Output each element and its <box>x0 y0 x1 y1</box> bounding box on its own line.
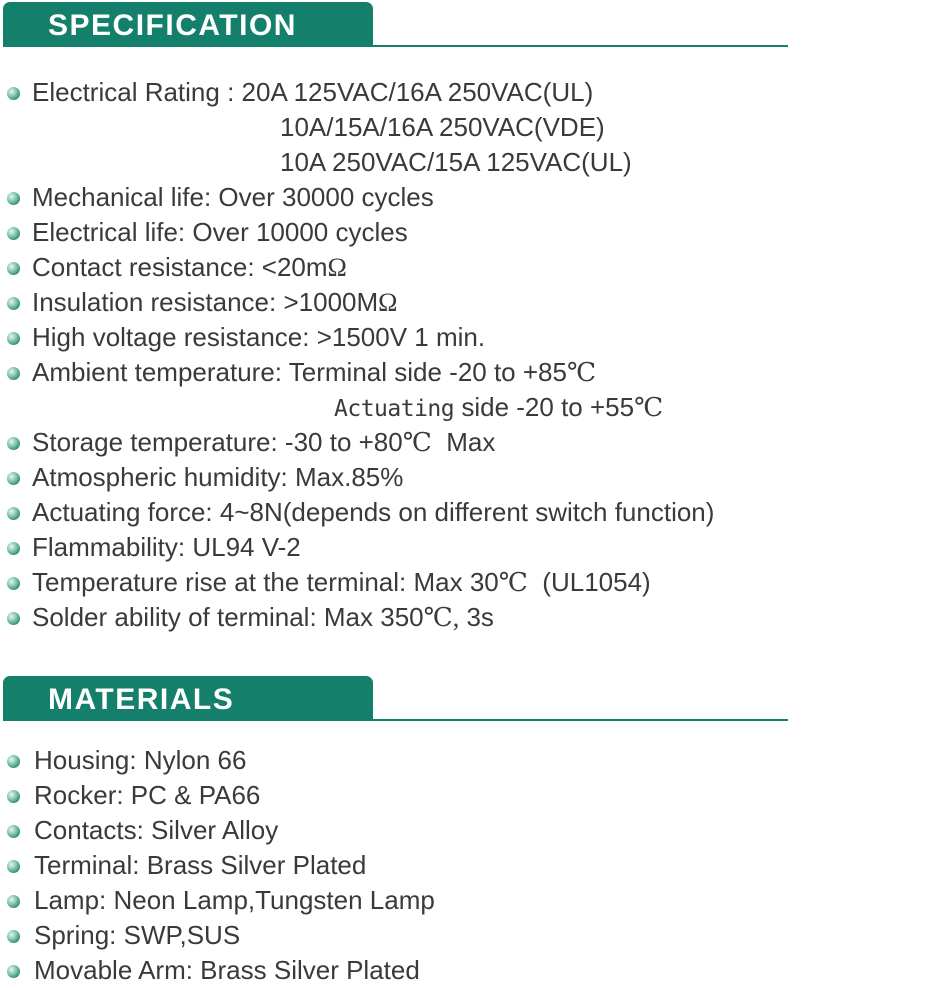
storage-temperature-suffix: Max <box>431 427 496 457</box>
electrical-rating-line2: 10A/15A/16A 250VAC(VDE) <box>280 112 605 142</box>
bullet-icon <box>7 965 20 978</box>
insulation-resistance-text: Insulation resistance: >1000M <box>32 287 379 317</box>
bullet-icon <box>7 472 20 485</box>
storage-temperature-text: Storage temperature: -30 to +80 <box>32 427 403 457</box>
material-text: Contacts: Silver Alloy <box>34 815 279 845</box>
material-item <box>0 813 435 848</box>
bullet-icon <box>7 507 20 520</box>
material-text: Lamp: Neon Lamp,Tungsten Lamp <box>34 885 435 915</box>
bullet-icon <box>7 930 20 943</box>
materials-header <box>3 676 788 721</box>
spec-temperature-rise <box>0 565 714 600</box>
ambient-temperature-actuating-text: side -20 to +55 <box>454 392 635 422</box>
temperature-rise-text: Temperature rise at the terminal: Max 30 <box>32 567 499 597</box>
electrical-rating-line3: 10A 250VAC/15A 125VAC(UL) <box>280 147 632 177</box>
electrical-life-text: Electrical life: Over 10000 cycles <box>32 217 408 247</box>
spec-humidity <box>0 460 714 495</box>
bullet-icon <box>7 612 20 625</box>
spec-storage-temperature <box>0 425 714 460</box>
material-item <box>0 883 435 918</box>
flammability-text: Flammability: UL94 V-2 <box>32 532 301 562</box>
spec-ambient-temperature-cont <box>0 390 714 425</box>
spec-electrical-rating-cont-2 <box>0 145 714 180</box>
solder-ability-text: Solder ability of terminal: Max 350 <box>32 602 424 632</box>
material-text: Rocker: PC & PA66 <box>34 780 261 810</box>
bullet-icon <box>7 790 20 803</box>
bullet-icon <box>7 895 20 908</box>
materials-title: MATERIALS <box>3 676 373 721</box>
material-text: Movable Arm: Brass Silver Plated <box>34 955 420 985</box>
ohm-unit: Ω <box>327 253 347 282</box>
materials-list <box>0 743 435 988</box>
ohm-unit: Ω <box>378 288 398 317</box>
bullet-icon <box>7 367 20 380</box>
spec-mechanical-life <box>0 180 714 215</box>
spec-electrical-life <box>0 215 714 250</box>
specification-list <box>0 75 714 635</box>
bullet-icon <box>7 87 20 100</box>
material-item <box>0 918 435 953</box>
material-item <box>0 743 435 778</box>
high-voltage-text: High voltage resistance: >1500V 1 min. <box>32 322 486 352</box>
celsius-unit: ℃ <box>566 358 597 387</box>
actuating-word: Actuating <box>334 396 455 422</box>
specification-title: SPECIFICATION <box>3 2 373 47</box>
spec-electrical-rating-cont-1 <box>0 110 714 145</box>
bullet-icon <box>7 755 20 768</box>
contact-resistance-text: Contact resistance: <20m <box>32 252 328 282</box>
material-text: Spring: SWP,SUS <box>34 920 241 950</box>
bullet-icon <box>7 437 20 450</box>
mechanical-life-text: Mechanical life: Over 30000 cycles <box>32 182 434 212</box>
spec-flammability <box>0 530 714 565</box>
celsius-unit: ℃ <box>634 393 664 422</box>
bullet-icon <box>7 542 20 555</box>
bullet-icon <box>7 825 20 838</box>
solder-ability-suffix: 3s <box>459 602 494 632</box>
material-text: Terminal: Brass Silver Plated <box>34 850 367 880</box>
electrical-rating-label: Electrical Rating : <box>32 77 242 107</box>
celsius-unit: ℃ <box>498 568 528 597</box>
humidity-text: Atmospheric humidity: Max.85% <box>32 462 404 492</box>
spec-electrical-rating <box>0 75 714 110</box>
bullet-icon <box>7 192 20 205</box>
spec-actuating-force <box>0 495 714 530</box>
spec-ambient-temperature <box>0 355 714 390</box>
specification-divider <box>373 45 788 47</box>
bullet-icon <box>7 227 20 240</box>
materials-divider <box>373 719 788 721</box>
material-item <box>0 778 435 813</box>
spec-solder-ability <box>0 600 714 635</box>
actuating-force-text: Actuating force: 4~8N(depends on different switch function) <box>32 497 715 527</box>
spec-insulation-resistance <box>0 285 714 320</box>
bullet-icon <box>7 297 20 310</box>
bullet-icon <box>7 332 20 345</box>
material-item <box>0 848 435 883</box>
spec-high-voltage <box>0 320 714 355</box>
temperature-rise-suffix: (UL1054) <box>527 567 651 597</box>
bullet-icon <box>7 262 20 275</box>
bullet-icon <box>7 577 20 590</box>
celsius-unit: ℃, <box>423 603 460 632</box>
material-text: Housing: Nylon 66 <box>34 745 247 775</box>
electrical-rating-line1: 20A 125VAC/16A 250VAC(UL) <box>241 77 594 107</box>
bullet-icon <box>7 860 20 873</box>
material-item <box>0 953 435 988</box>
celsius-unit: ℃ <box>402 428 432 457</box>
ambient-temperature-text: Ambient temperature: Terminal side -20 to +85 <box>32 357 567 387</box>
specification-header <box>3 2 788 47</box>
spec-contact-resistance <box>0 250 714 285</box>
